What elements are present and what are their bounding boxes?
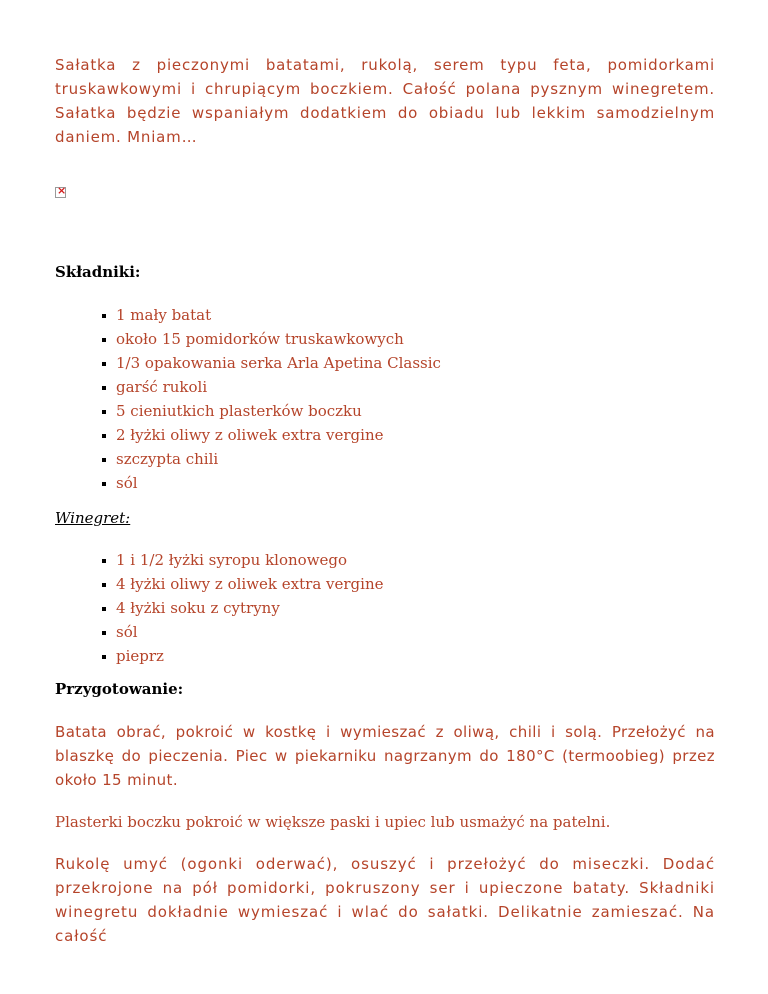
list-item: 4 łyżki oliwy z oliwek extra vergine [102,572,384,596]
list-item: około 15 pomidorków truskawkowych [102,327,441,351]
list-item: garść rukoli [102,375,441,399]
vinaigrette-list [102,548,384,668]
list-item: 2 łyżki oliwy z oliwek extra vergine [102,423,441,447]
list-item: sól [102,471,441,495]
list-item: pieprz [102,644,384,668]
preparation-step-2: Plasterki boczku pokroić w większe paski i upiec lub usmażyć na patelni. [55,813,611,831]
ingredients-heading: Składniki: [55,263,141,281]
intro-paragraph: Sałatka z pieczonymi batatami, rukolą, serem typu feta, pomidorkami truskawkowymi i chrupiącym boczkiem. Całość polana pysznym winegretem. Sałatka będzie wspaniałym dodatkiem do obiadu lub lekkim samodzielnym daniem. Mniam… [55,56,715,146]
list-item: 1 i 1/2 łyżki syropu klonowego [102,548,384,572]
list-item: 1 mały batat [102,303,441,327]
list-item: 1/3 opakowania serka Arla Apetina Classic [102,351,441,375]
ingredients-list [102,303,441,495]
list-item: szczypta chili [102,447,441,471]
preparation-heading: Przygotowanie: [55,680,184,698]
broken-image-icon [55,187,66,198]
vinaigrette-heading: Winegret: [55,509,131,527]
preparation-step-1: Batata obrać, pokroić w kostkę i wymieszać z oliwą, chili i solą. Przełożyć na blaszkę do pieczenia. Piec w piekarniku nagrzanym do 180°C (termoobieg) przez około 15 minut. [55,723,715,789]
list-item: 4 łyżki soku z cytryny [102,596,384,620]
preparation-step-3: Rukolę umyć (ogonki oderwać), osuszyć i przełożyć do miseczki. Dodać przekrojone na pół pomidorki, pokruszony ser i upieczone bataty. Składniki winegretu dokładnie wymieszać i wlać do sałatki. Delikatnie zamieszać. Na całość [55,855,715,945]
list-item: 5 cieniutkich plasterków boczku [102,399,441,423]
list-item: sól [102,620,384,644]
